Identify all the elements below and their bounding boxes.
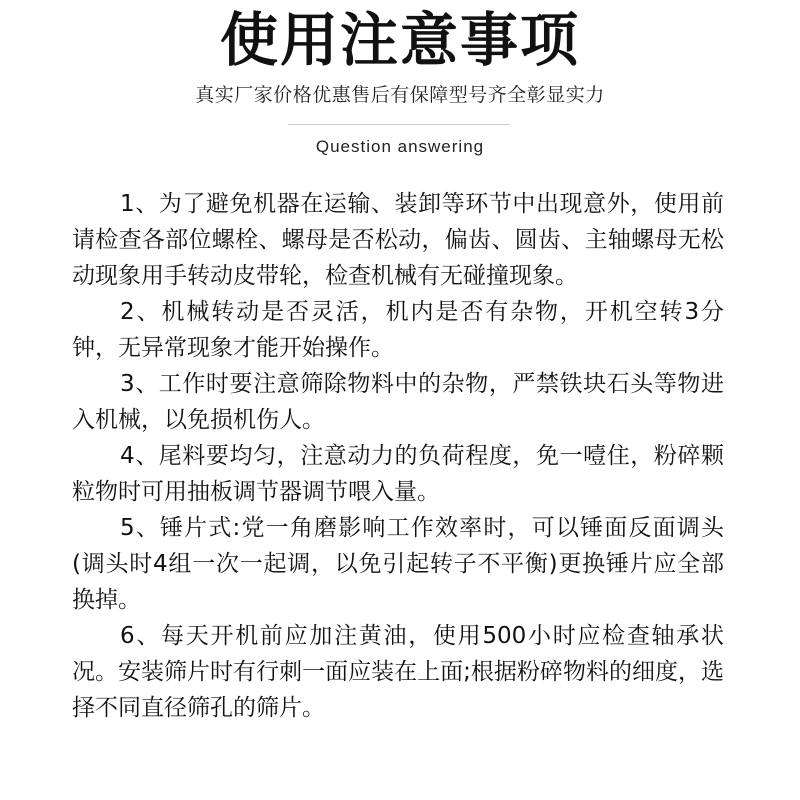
instructions-body (72, 186, 724, 726)
instruction-paragraph-5: 5、锤片式:党一角磨影响工作效率时，可以锤面反面调头(调头时4组一次一起调，以免引起转子不平衡)更换锤片应全部换掉。 (72, 515, 724, 613)
instruction-paragraph-6: 6、每天开机前应加注黄油，使用500小时应检查轴承状况。安装筛片时有行刺一面应装在上面;根据粉碎物料的细度，选择不同直径筛孔的筛片。 (72, 623, 724, 721)
page-title: 使用注意事项 (219, 6, 580, 74)
instruction-paragraph-3: 3、工作时要注意筛除物料中的杂物，严禁铁块石头等物进入机械，以免损机伤人。 (72, 371, 724, 433)
instruction-paragraph-1: 1、为了避免机器在运输、装卸等环节中出现意外，使用前请检查各部位螺栓、螺母是否松动，偏齿、圆齿、主轴螺母无松动现象用手转动皮带轮，检查机械有无碰撞现象。 (72, 191, 724, 289)
instruction-paragraph-2: 2、机械转动是否灵活，机内是否有杂物，开机空转3分钟，无异常现象才能开始操作。 (72, 299, 724, 361)
instruction-paragraph-4: 4、尾料要均匀，注意动力的负荷程度，免一噎住，粉碎颗粒物时可用抽板调节器调节喂入量。 (72, 443, 724, 505)
page-subtitle: 真实厂家价格优惠售后有保障型号齐全彰显实力 (195, 84, 605, 106)
divider-line (288, 124, 510, 125)
section-label: Question answering (315, 137, 485, 156)
